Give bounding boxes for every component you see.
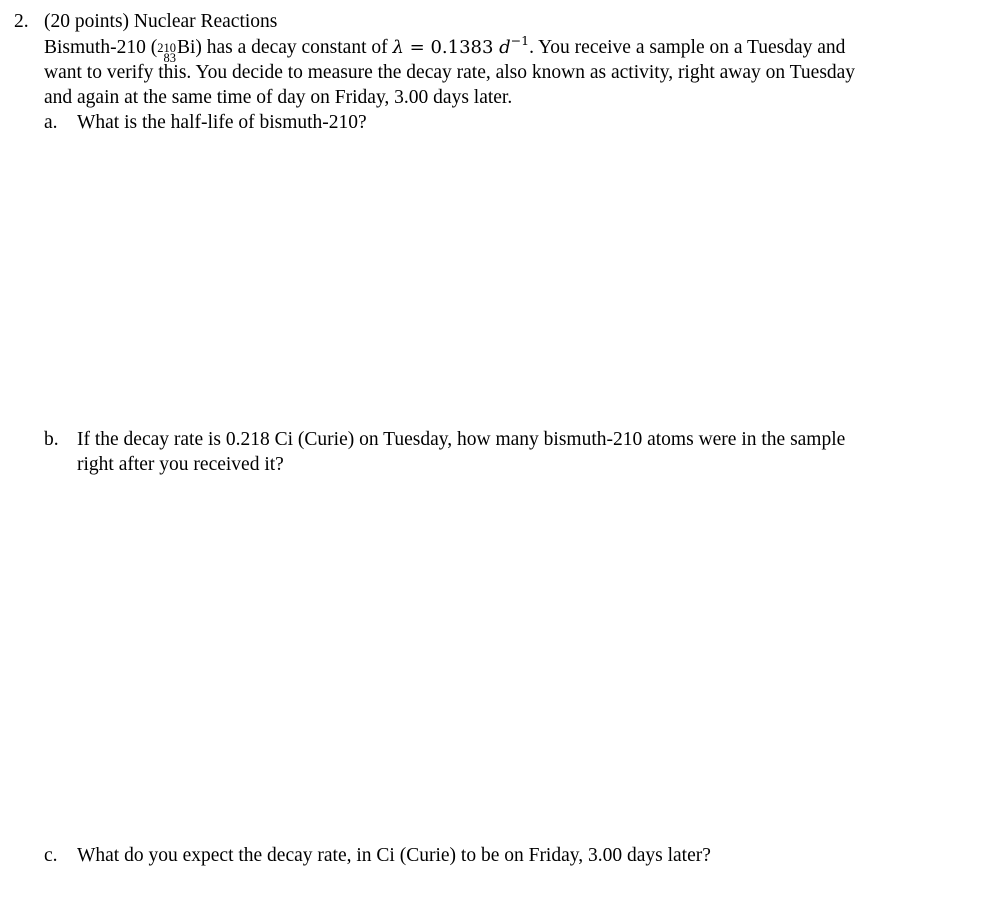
unit-exponent: −1 [510,33,530,48]
nuclide-symbol: Bi [176,37,196,58]
nuclide-notation [157,36,195,63]
part-b-text-line-2: right after you received it? [77,454,284,475]
equals-sign: = [403,37,431,58]
question-intro-line-1 [44,33,846,65]
intro-text-part2: ) has a decay constant of [195,37,393,58]
nuclide-atomic-number: 83 [163,51,176,65]
question-number: 2. [14,11,29,32]
question-intro-line-2: want to verify this. You decide to measure the decay rate, also known as activity, right away on Tuesday [44,62,856,83]
question-intro-line-3: and again at the same time of day on Friday, 3.00 days later. [44,87,513,108]
lambda-value: 0.1383 [430,37,500,58]
part-b-label: b. [44,429,59,450]
intro-text-part1: Bismuth-210 ( [44,37,158,58]
part-a-label: a. [44,112,58,133]
intro-text-part3: . You receive a sample on a Tuesday and [529,37,846,58]
part-a-text: What is the half-life of bismuth-210? [77,112,367,133]
part-c-text: What do you expect the decay rate, in Ci (Curie) to be on Friday, 3.00 days later? [77,845,711,866]
part-c-label: c. [44,845,58,866]
question-header: (20 points) Nuclear Reactions [44,11,278,32]
lambda-symbol: λ [392,37,404,58]
nuclide-mass-number: 210 [157,41,176,55]
unit-d: d [499,37,511,58]
part-b-text-line-1: If the decay rate is 0.218 Ci (Curie) on Tuesday, how many bismuth-210 atoms were in the sample [77,429,846,450]
